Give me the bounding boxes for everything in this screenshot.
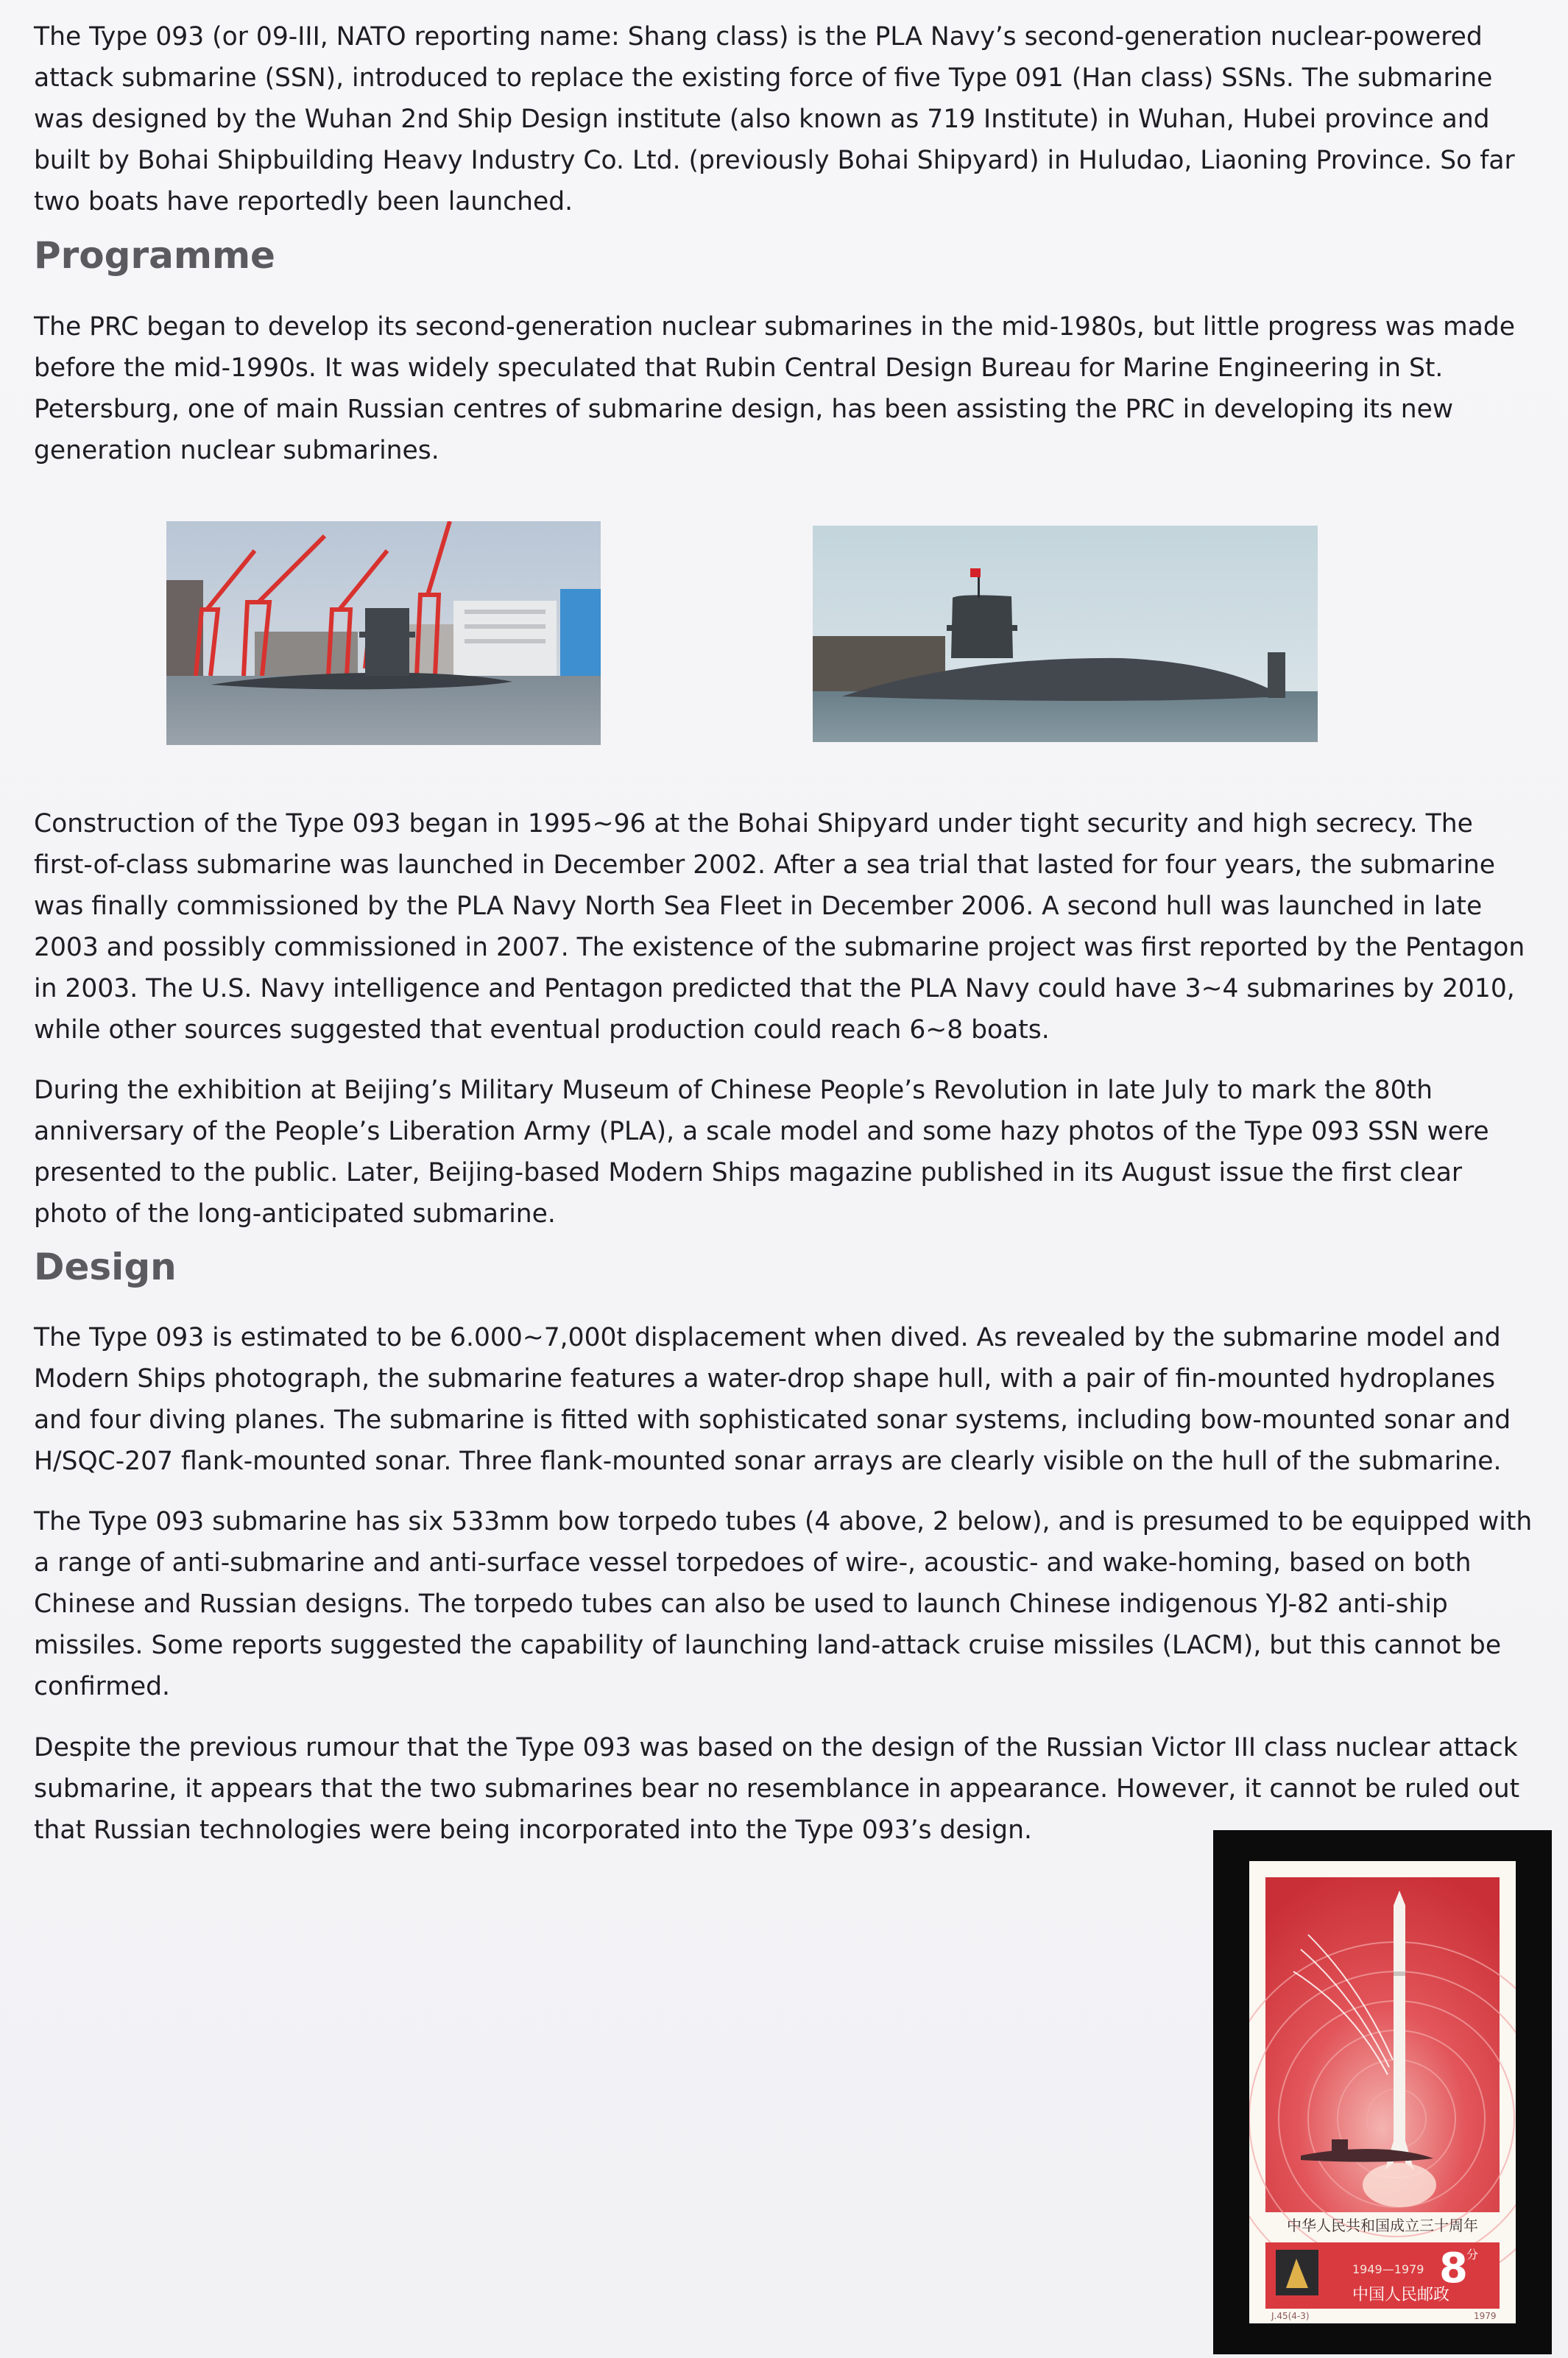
surfaced-submarine-photo [813, 526, 1318, 742]
stamp-value-unit: 分 [1466, 2248, 1479, 2262]
programme-paragraph-2: Construction of the Type 093 began in 1995~96 at the Bohai Shipyard under tight security and high secrecy. The first-of-class submarine was launched in December 2002. After a sea trial that lasted for four years, the submarine was finally commissioned by the PLA Navy North Sea Fleet in December 2006. A second hull was launched in late 2003 and possibly commissioned in 2007. The existence of the submarine project was first reported by the Pentagon in 2003. The U.S. Navy intelligence and Pentagon predicted that the PLA Navy could have 3~4 submarines by 2010, while other sources suggested that eventual production could reach 6~8 boats. [34, 809, 1525, 1045]
shipyard-submarine-photo [166, 521, 601, 745]
stamp-years: 1949—1979 [1352, 2262, 1424, 2276]
stamp-country: 中国人民邮政 [1352, 2286, 1450, 2304]
design-heading: Design [34, 1246, 177, 1288]
stamp-value: 8 [1439, 2245, 1468, 2292]
design-paragraph-3: Despite the previous rumour that the Type 093 was based on the design of the Russian Victor III class nuclear attack submarine, it appears that the two submarines bear no resemblance in appearance. However, it cannot be ruled out that Russian technologies were being incorporated into the Type 093’s design. [34, 1733, 1520, 1845]
design-paragraph-1: The Type 093 is estimated to be 6.000~7,000t displacement when dived. As revealed by the submarine model and Modern Ships photograph, the submarine features a water-drop shape hull, with a pair of fin-mounted hydroplanes and four diving planes. The submarine is fitted with sophisticated sonar systems, including bow-mounted sonar and H/SQC-207 flank-mounted sonar. Three flank-mounted sonar arrays are clearly visible on the hull of the submarine. [34, 1323, 1511, 1476]
programme-heading: Programme [34, 234, 275, 277]
stamp-code: J.45(4-3) [1271, 2311, 1310, 2321]
design-paragraph-2: The Type 093 submarine has six 533mm bow torpedo tubes (4 above, 2 below), and is presumed to be equipped with a range of anti-submarine and anti-surface vessel torpedoes of wire-, acoustic- and wake-homing, based on both Chinese and Russian designs. The torpedo tubes can also be used to launch Chinese indigenous YJ-82 anti-ship missiles. Some reports suggested the capability of launching land-attack cruise missiles (LACM), but this cannot be confirmed. [34, 1507, 1533, 1701]
postage-stamp [1249, 1861, 1516, 2323]
intro-paragraph: The Type 093 (or 09-III, NATO reporting name: Shang class) is the PLA Navy’s second-generation nuclear-powered attack submarine (SSN), introduced to replace the existing force of five Type 091 (Han class) SSNs. The submarine was designed by the Wuhan 2nd Ship Design institute (also known as 719 Institute) in Wuhan, Hubei province and built by Bohai Shipbuilding Heavy Industry Co. Ltd. (previously Bohai Shipyard) in Huludao, Liaoning Province. So far two boats have reportedly been launched. [34, 22, 1515, 216]
stamp-caption: 中华人民共和国成立三十周年 [1287, 2217, 1478, 2234]
programme-paragraph-1: The PRC began to develop its second-generation nuclear submarines in the mid-1980s, but little progress was made before the mid-1990s. It was widely speculated that Rubin Central Design Bureau for Marine Engineering in St. Petersburg, one of main Russian centres of submarine design, has been assisting the PRC in developing its new generation nuclear submarines. [34, 312, 1515, 465]
stamp-year: 1979 [1474, 2311, 1497, 2321]
programme-paragraph-3: During the exhibition at Beijing’s Military Museum of Chinese People’s Revolution in late July to mark the 80th anniversary of the People’s Liberation Army (PLA), a scale model and some hazy photos of the Type 093 SSN were presented to the public. Later, Beijing-based Modern Ships magazine published in its August issue the first clear photo of the long-anticipated submarine. [34, 1076, 1489, 1229]
